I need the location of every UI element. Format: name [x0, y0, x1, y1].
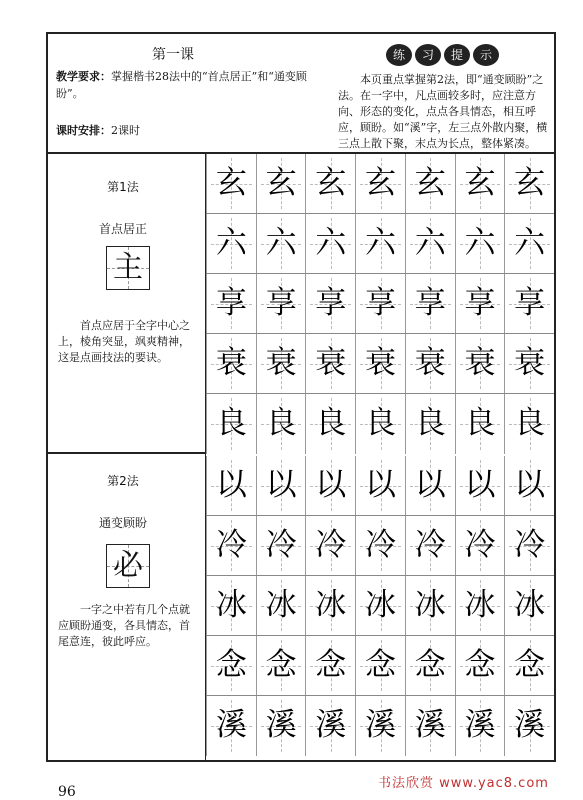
practice-cell: 享 — [355, 274, 405, 333]
practice-tips-heading — [386, 44, 499, 66]
practice-row — [206, 636, 554, 696]
sample-character: 必 — [106, 544, 150, 588]
practice-cell: 念 — [305, 636, 355, 695]
practice-cell: 六 — [305, 214, 355, 273]
practice-cell: 以 — [256, 456, 306, 515]
practice-cell: 溪 — [455, 696, 505, 756]
method-description: 首点应居于全字中心之上，棱角突显，飒爽精神，这是点画技法的要诀。 — [58, 319, 190, 364]
practice-cell: 衰 — [256, 334, 306, 393]
practice-cell: 享 — [405, 274, 455, 333]
method-name: 首点居正 — [98, 222, 147, 236]
practice-cell: 衰 — [455, 334, 505, 393]
tips-badge: 习 — [415, 44, 441, 66]
site-watermark: 书法欣赏 www.yac8.com — [378, 776, 549, 791]
teaching-requirement — [56, 68, 316, 102]
practice-cell: 冷 — [256, 516, 306, 575]
practice-row — [206, 516, 554, 576]
practice-cell: 溪 — [256, 696, 306, 756]
practice-cell: 冰 — [256, 576, 306, 635]
practice-cell: 冰 — [355, 576, 405, 635]
practice-cell: 冰 — [455, 576, 505, 635]
practice-cell: 良 — [405, 394, 455, 454]
requirement-label: 教学要求： — [56, 70, 111, 83]
practice-cell: 冷 — [355, 516, 405, 575]
practice-cell: 冰 — [305, 576, 355, 635]
practice-cell: 溪 — [206, 696, 256, 756]
practice-grid-method-2 — [206, 456, 554, 760]
practice-cell: 冰 — [504, 576, 554, 635]
practice-cell: 溪 — [405, 696, 455, 756]
practice-cell: 六 — [455, 214, 505, 273]
practice-cell: 以 — [504, 456, 554, 515]
schedule-label: 课时安排： — [56, 124, 111, 137]
practice-cell: 冷 — [504, 516, 554, 575]
lesson-header — [48, 34, 554, 154]
practice-cell: 衰 — [206, 334, 256, 393]
practice-cell: 念 — [355, 636, 405, 695]
tips-badge: 示 — [473, 44, 499, 66]
practice-cell: 享 — [455, 274, 505, 333]
practice-cell: 念 — [405, 636, 455, 695]
method-description: 一字之中若有几个点就应顾盼通变，各具情态，首尾意连，彼此呼应。 — [58, 603, 190, 648]
practice-cell: 以 — [405, 456, 455, 515]
method-1-panel — [48, 152, 206, 454]
practice-row — [206, 154, 554, 214]
practice-row — [206, 576, 554, 636]
practice-cell: 溪 — [504, 696, 554, 756]
practice-cell: 冷 — [305, 516, 355, 575]
practice-cell: 玄 — [355, 154, 405, 213]
practice-cell: 衰 — [504, 334, 554, 393]
practice-cell: 念 — [206, 636, 256, 695]
practice-cell: 良 — [504, 394, 554, 454]
practice-cell: 冷 — [206, 516, 256, 575]
tips-badge: 提 — [444, 44, 470, 66]
practice-row — [206, 274, 554, 334]
method-name: 通变顾盼 — [98, 516, 147, 530]
practice-cell: 溪 — [305, 696, 355, 756]
practice-cell: 念 — [504, 636, 554, 695]
lesson-title: 第一课 — [152, 47, 194, 63]
practice-cell: 玄 — [405, 154, 455, 213]
practice-cell: 六 — [355, 214, 405, 273]
tips-badge: 练 — [386, 44, 412, 66]
practice-row — [206, 334, 554, 394]
schedule-text: 2课时 — [111, 124, 140, 137]
page-number: 96 — [58, 784, 76, 800]
lesson-frame — [46, 32, 556, 762]
practice-cell: 良 — [305, 394, 355, 454]
practice-cell: 衰 — [355, 334, 405, 393]
practice-cell: 良 — [206, 394, 256, 454]
practice-cell: 六 — [405, 214, 455, 273]
practice-cell: 冰 — [206, 576, 256, 635]
practice-cell: 享 — [504, 274, 554, 333]
practice-cell: 衰 — [305, 334, 355, 393]
practice-row — [206, 696, 554, 756]
practice-cell: 玄 — [206, 154, 256, 213]
practice-cell: 衰 — [405, 334, 455, 393]
practice-tips — [338, 72, 548, 152]
practice-cell: 以 — [355, 456, 405, 515]
practice-grid-method-1 — [206, 154, 554, 454]
sample-character: 主 — [106, 246, 150, 290]
practice-cell: 六 — [206, 214, 256, 273]
method-label: 第1法 — [107, 180, 139, 194]
practice-cell: 冷 — [405, 516, 455, 575]
practice-cell: 念 — [256, 636, 306, 695]
practice-cell: 念 — [455, 636, 505, 695]
practice-cell: 冰 — [405, 576, 455, 635]
practice-cell: 玄 — [256, 154, 306, 213]
tips-text: 本页重点掌握第2法，即“通变顾盼”之法。在一字中，凡点画较多时，应注意方向、形态的变化，点点各具情态，相互呼应，顾盼。如“溪”字，左三点外散内聚，横三点上散下聚，末点为长点，整体紧凑。 — [338, 73, 548, 150]
practice-row — [206, 394, 554, 454]
practice-cell: 六 — [256, 214, 306, 273]
method-label: 第2法 — [107, 474, 139, 488]
practice-cell: 以 — [305, 456, 355, 515]
practice-cell: 良 — [355, 394, 405, 454]
practice-cell: 享 — [305, 274, 355, 333]
lesson-schedule — [56, 122, 140, 138]
practice-cell: 溪 — [355, 696, 405, 756]
practice-cell: 冷 — [455, 516, 505, 575]
practice-cell: 玄 — [504, 154, 554, 213]
practice-cell: 享 — [206, 274, 256, 333]
practice-row — [206, 214, 554, 274]
practice-cell: 玄 — [455, 154, 505, 213]
requirement-text: 掌握楷书28法中的“首点居正”和“通变顾盼”。 — [56, 70, 307, 100]
practice-cell: 以 — [455, 456, 505, 515]
practice-cell: 良 — [455, 394, 505, 454]
method-2-panel — [48, 454, 206, 760]
practice-cell: 享 — [256, 274, 306, 333]
practice-cell: 良 — [256, 394, 306, 454]
practice-cell: 六 — [504, 214, 554, 273]
practice-row — [206, 456, 554, 516]
practice-cell: 玄 — [305, 154, 355, 213]
practice-cell: 以 — [206, 456, 256, 515]
